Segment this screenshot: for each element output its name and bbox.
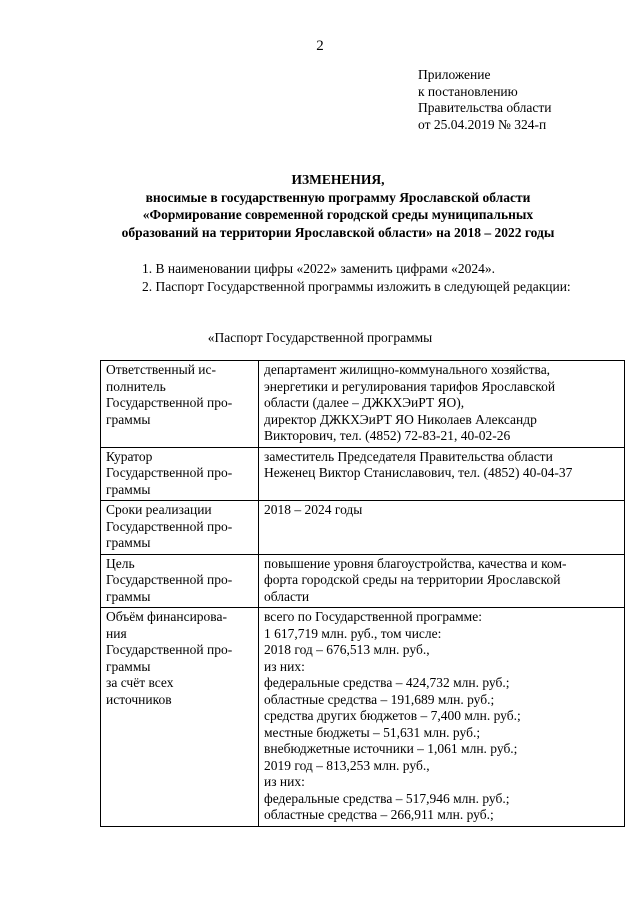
- label-line: граммы: [106, 535, 151, 550]
- title-line: вносимые в государственную программу Ярославской области: [145, 189, 531, 205]
- value-line: департамент жилищно-коммунального хозяйства,: [264, 362, 551, 377]
- paragraph-2-text: 2. Паспорт Государственной программы изложить в следующей редакции:: [142, 279, 571, 294]
- paragraph-1-text: 1. В наименовании цифры «2022» заменить цифрами «2024».: [142, 261, 496, 276]
- value-line: 2018 – 2024 годы: [264, 502, 363, 517]
- value-line: федеральные средства – 517,946 млн. руб.;: [264, 790, 510, 806]
- passport-row-label: [101, 608, 259, 827]
- value-line: 2019 год – 813,253 млн. руб.,: [264, 757, 430, 773]
- passport-row: [101, 501, 625, 555]
- label-line: Ответственный ис-: [106, 362, 217, 377]
- passport-row-label: [101, 447, 259, 501]
- value-line: всего по Государственной программе:: [264, 609, 482, 624]
- value-line: областные средства – 191,689 млн. руб.;: [264, 691, 495, 707]
- passport-row-value: [259, 608, 625, 827]
- value-line: местные бюджеты – 51,631 млн. руб.;: [264, 724, 481, 740]
- value-line: средства других бюджетов – 7,400 млн. руб.;: [264, 708, 521, 723]
- label-line: Объём финансирова-: [106, 609, 227, 624]
- annex-line: Правительства области: [418, 100, 552, 115]
- value-line: 1 617,719 млн. руб., том числе:: [264, 625, 442, 641]
- label-line: полнитель: [106, 378, 166, 394]
- value-line: областные средства – 266,911 млн. руб.;: [264, 807, 494, 822]
- title-line: ИЗМЕНЕНИЯ,: [291, 172, 385, 187]
- passport-row-label: [101, 361, 259, 448]
- passport-table: [100, 360, 625, 827]
- value-line: области: [264, 588, 310, 604]
- passport-row-label: [101, 501, 259, 555]
- value-line: директор ДЖКХЭиРТ ЯО Николаев Александр: [264, 411, 537, 427]
- label-line: Государственной про-: [106, 572, 233, 587]
- passport-row: [101, 608, 625, 827]
- passport-row-value: [259, 501, 625, 555]
- label-line: Государственной про-: [106, 518, 233, 534]
- value-line: 2018 год – 676,513 млн. руб.,: [264, 642, 430, 657]
- paragraph-1: [102, 260, 614, 277]
- passport-row-label: [101, 554, 259, 608]
- value-line: Викторович, тел. (4852) 72-83-21, 40-02-26: [264, 428, 511, 443]
- label-line: Государственной про-: [106, 642, 233, 657]
- value-line: повышение уровня благоустройства, качества и ком-: [264, 555, 567, 571]
- label-line: Цель: [106, 555, 135, 571]
- passport-row-value: [259, 554, 625, 608]
- passport-row-value: [259, 447, 625, 501]
- passport-row: [101, 447, 625, 501]
- passport-row: [101, 361, 625, 448]
- document-title: [60, 171, 616, 241]
- passport-heading: «Паспорт Государственной программы: [207, 330, 433, 345]
- value-line: федеральные средства – 424,732 млн. руб.;: [264, 675, 510, 690]
- annex-line: к постановлению: [418, 83, 518, 99]
- value-line: форта городской среды на территории Ярославской: [264, 572, 561, 587]
- title-line: «Формирование современной городской среды муниципальных: [142, 207, 534, 222]
- value-line: из них:: [264, 658, 305, 674]
- passport-row: [101, 554, 625, 608]
- value-line: области (далее – ДЖКХЭиРТ ЯО),: [264, 395, 465, 410]
- value-line: внебюджетные источники – 1,061 млн. руб.;: [264, 741, 518, 756]
- label-line: Государственной про-: [106, 395, 233, 410]
- title-line: образований на территории Ярославской области» на 2018 – 2022 годы: [121, 224, 555, 240]
- label-line: граммы: [106, 411, 151, 427]
- value-line: заместитель Председателя Правительства области: [264, 448, 553, 464]
- label-line: источников: [106, 691, 172, 707]
- label-line: Государственной про-: [106, 465, 233, 480]
- annex-line: от 25.04.2019 № 324-п: [418, 116, 547, 132]
- label-line: граммы: [106, 481, 151, 497]
- label-line: Сроки реализации: [106, 502, 212, 517]
- label-line: Куратор: [106, 448, 153, 464]
- passport-row-value: [259, 361, 625, 448]
- label-line: граммы: [106, 658, 151, 674]
- label-line: за счёт всех: [106, 675, 174, 690]
- annex-block: [418, 67, 551, 133]
- label-line: граммы: [106, 588, 151, 604]
- value-line: Неженец Виктор Станиславович, тел. (4852) 40-04-37: [264, 465, 573, 480]
- page-number: 2: [316, 38, 324, 54]
- label-line: ния: [106, 625, 127, 641]
- annex-line: Приложение: [418, 67, 491, 82]
- value-line: из них:: [264, 774, 305, 789]
- value-line: энергетики и регулирования тарифов Ярославской: [264, 378, 556, 394]
- paragraph-2: [102, 278, 614, 295]
